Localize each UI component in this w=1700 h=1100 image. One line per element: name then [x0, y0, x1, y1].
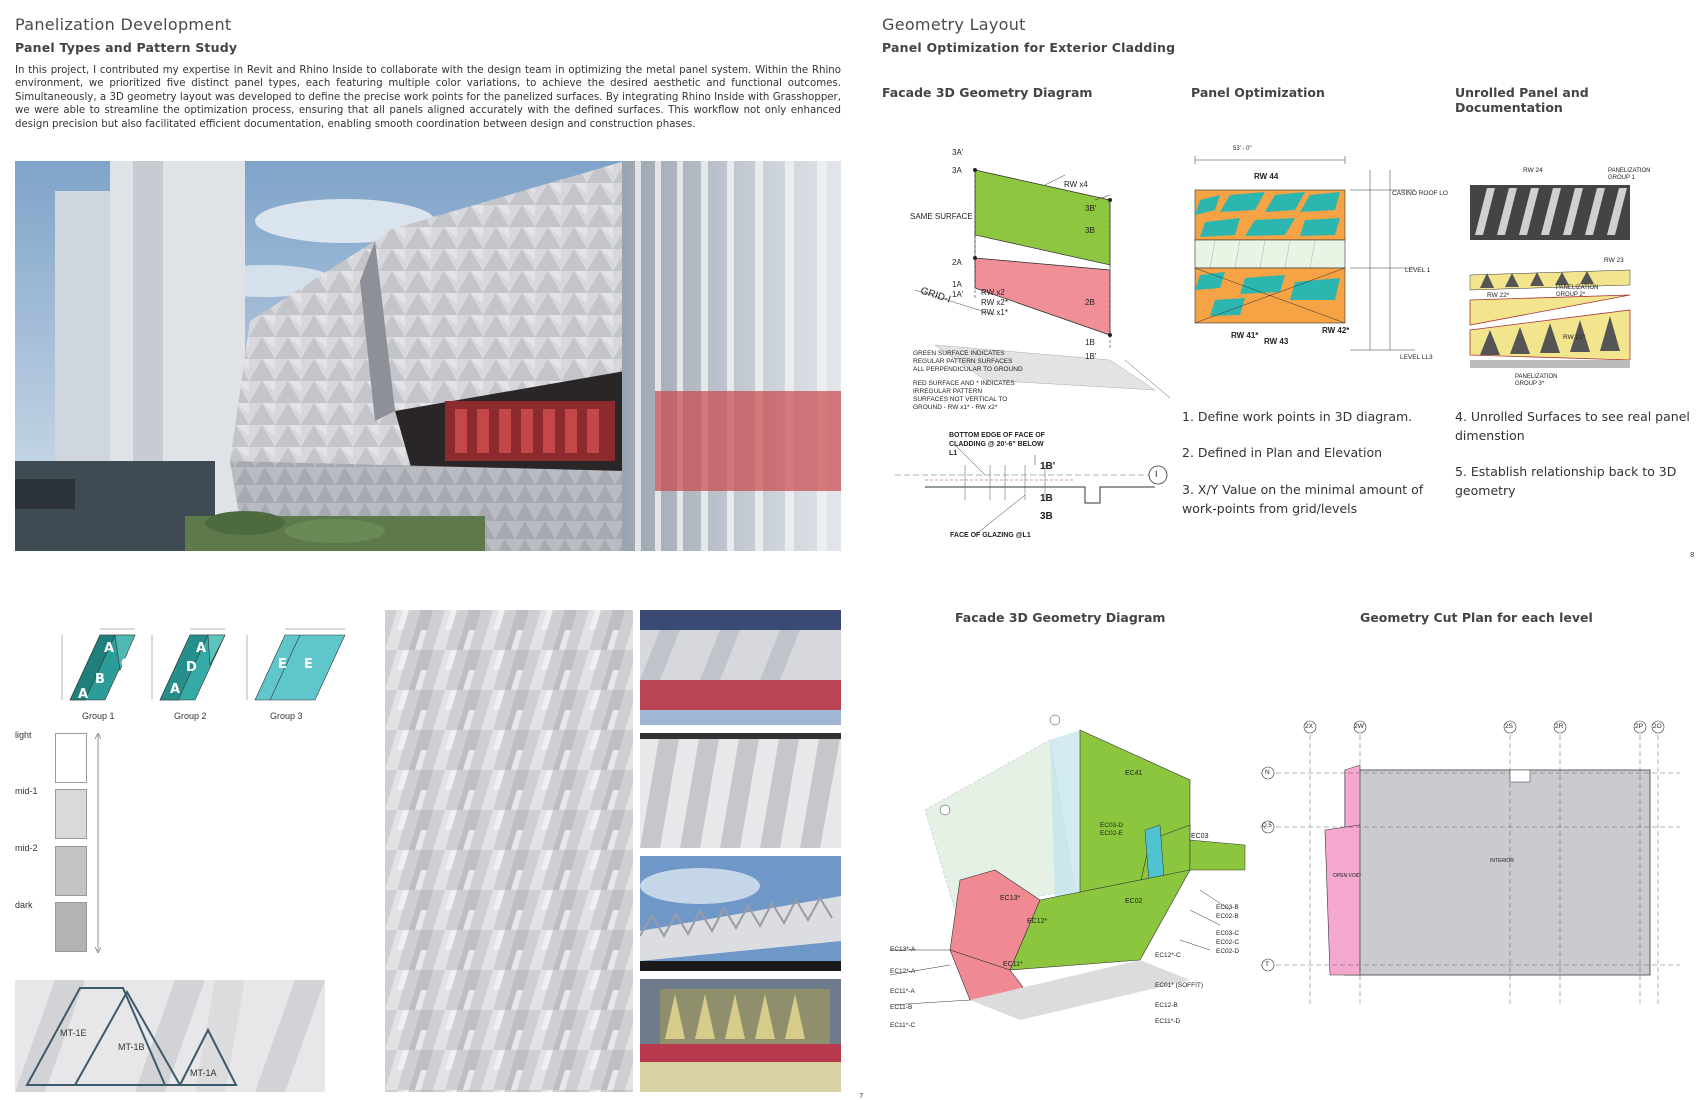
shade-gradient-arrow — [95, 733, 101, 953]
step-3: 3. X/Y Value on the minimal amount of work-points from grid/levels — [1182, 482, 1424, 516]
label-level-1: LEVEL 1 — [1405, 267, 1431, 274]
level-1a: 1A — [952, 280, 962, 289]
ec-13: EC13* — [1000, 895, 1021, 902]
ec-11-d: EC11*-D — [1155, 1018, 1181, 1025]
shade-swatch-light — [55, 733, 87, 783]
mt-1e-label: MT-1E — [60, 1028, 87, 1038]
shade-label-mid-2: mid-2 — [15, 843, 38, 853]
ec-11-c: EC11*-C — [890, 1022, 916, 1029]
group1-letter-a2: A — [78, 687, 89, 702]
label-rw-x2: RW x2 — [981, 288, 1005, 297]
note-red-surface: RED SURFACE AND * INDICATES IRREGULAR PATTERN SURFACES NOT VERTICAL TO GROUND - RW x1* - RW x2* — [913, 380, 1015, 411]
bottom-head-facade-3d: Facade 3D Geometry Diagram — [955, 610, 1166, 625]
label-rw-43: RW 43 — [1264, 337, 1289, 346]
hero-rendering-image — [15, 161, 841, 551]
ec-12: EC12* — [1027, 918, 1048, 925]
bottom-head-cut-plan: Geometry Cut Plan for each level — [1360, 610, 1593, 625]
ec-03-c: EC03-C — [1216, 930, 1240, 937]
step-5: 5. Establish relationship back to 3D geometry — [1455, 464, 1677, 498]
group-1-label: Group 1 — [82, 711, 115, 721]
plan-grid-2r: 2R — [1555, 723, 1564, 730]
group2-letter-e: E — [212, 660, 221, 675]
ec-02-e: EC02-E — [1100, 830, 1123, 837]
plan-interior-label: INTERIOR — [1490, 858, 1514, 864]
group1-letter-c: C — [121, 657, 131, 672]
level-3a-prime: 3A' — [952, 148, 964, 157]
shade-swatch-dark — [55, 902, 87, 952]
shade-label-light: light — [15, 730, 32, 740]
geometry-cut-plan — [1260, 715, 1690, 1025]
label-rw-x1: RW x1* — [981, 308, 1008, 317]
ec-03-d: EC03-D — [1100, 822, 1124, 829]
col-head-panel-optimization: Panel Optimization — [1191, 85, 1325, 100]
ec-01-soffit: EC01* (SOFFIT) — [1155, 982, 1204, 989]
group2-letter-a2: A — [170, 682, 181, 697]
unrolled-panel-documentation — [1465, 160, 1650, 385]
col-head-unrolled-panel: Unrolled Panel and Documentation — [1455, 85, 1589, 115]
plan-row-q5: Q.5 — [1262, 823, 1272, 829]
plan-grid-2s: 2S — [1505, 723, 1513, 730]
group2-letter-a: A — [196, 641, 207, 656]
label-pan-group-1: PANELIZATION GROUP 1 — [1608, 168, 1651, 181]
ec-02-b: EC02-B — [1216, 913, 1239, 920]
ec-13-a: EC13*-A — [890, 946, 916, 953]
pattern-photo-4 — [640, 979, 841, 1092]
right-page-subtitle: Panel Optimization for Exterior Cladding — [882, 40, 1176, 55]
ec-12-a: EC12*-A — [890, 968, 916, 975]
level-2a: 2A — [952, 258, 962, 267]
group1-letter-b: B — [95, 672, 105, 687]
label-rw-21: RW 21* — [1563, 334, 1586, 341]
section-3b: 3B — [1040, 511, 1053, 522]
pattern-photo-1 — [640, 610, 841, 725]
mt-1a-label: MT-1A — [190, 1068, 217, 1078]
group1-letter-a: A — [104, 641, 115, 656]
ec-11-a: EC11*-A — [890, 988, 915, 995]
ec-03: EC03 — [1191, 833, 1209, 840]
right-page-title: Geometry Layout — [882, 15, 1026, 34]
plan-grid-2w: 2W — [1354, 723, 1364, 730]
level-3b-prime: 3B' — [1085, 204, 1097, 213]
label-rw-22: RW 22* — [1487, 292, 1510, 299]
label-face-of-glazing: FACE OF GLAZING @L1 — [950, 532, 1031, 539]
pattern-photo-3 — [640, 856, 841, 971]
label-rw-24: RW 24 — [1523, 167, 1543, 174]
plan-row-t: T — [1265, 961, 1269, 968]
label-pan-group-2: PANELIZATION GROUP 2* — [1556, 285, 1599, 298]
label-rw-41: RW 41* — [1231, 331, 1259, 340]
left-page-title: Panelization Development — [15, 15, 232, 34]
dim-top: 53' - 0" — [1233, 146, 1252, 152]
ec-12-b: EC12-B — [1155, 1002, 1178, 1009]
step-4: 4. Unrolled Surfaces to see real panel dimenstion — [1455, 409, 1690, 443]
pattern-photo-2 — [640, 733, 841, 848]
level-3a: 3A — [952, 166, 962, 175]
plan-open-void-label: OPEN VOID — [1333, 873, 1361, 879]
step-1: 1. Define work points in 3D diagram. — [1182, 409, 1413, 424]
shade-label-mid-1: mid-1 — [15, 786, 38, 796]
left-page-number: 7 — [859, 1092, 864, 1100]
note-green-surface: GREEN SURFACE INDICATES REGULAR PATTERN SURFACES ALL PERPENDICULAR TO GROUND — [913, 350, 1023, 373]
right-page-number: 8 — [1690, 551, 1695, 559]
plan-grid-2o: 2O — [1653, 723, 1662, 730]
col-head-facade-3d: Facade 3D Geometry Diagram — [882, 85, 1093, 100]
section-1b-prime: 1B' — [1040, 461, 1056, 472]
ec-41: EC41 — [1125, 770, 1143, 777]
ec-02: EC02 — [1125, 898, 1143, 905]
group-2-label: Group 2 — [174, 711, 207, 721]
grid-bubble-i: I — [1155, 469, 1158, 479]
plan-grid-2x: 2X — [1305, 723, 1313, 730]
label-rw-x2b: RW x2* — [981, 298, 1008, 307]
ec-11-b: EC11-B — [890, 1004, 913, 1011]
ec-11: EC11* — [1003, 961, 1023, 968]
left-page-subtitle: Panel Types and Pattern Study — [15, 40, 238, 55]
level-2b: 2B — [1085, 298, 1095, 307]
group3-letter-e: E — [278, 657, 287, 672]
group2-letter-d: D — [186, 660, 197, 675]
label-casino-roof: CASINO ROOF LO — [1392, 190, 1448, 197]
level-3b: 3B — [1085, 226, 1095, 235]
label-rw-42: RW 42* — [1322, 326, 1350, 335]
label-rw-x4: RW x4 — [1064, 180, 1088, 189]
level-1b: 1B — [1085, 338, 1095, 347]
group3-letter-e2: E — [304, 657, 313, 672]
label-rw-44: RW 44 — [1254, 172, 1279, 181]
plan-row-n: N — [1265, 769, 1270, 776]
plan-grid-2p: 2P — [1635, 723, 1643, 730]
label-grid-i: GRID-I — [919, 285, 953, 306]
level-1b-prime: 1B' — [1085, 352, 1097, 361]
mt-1b-label: MT-1B — [118, 1042, 145, 1052]
panel-optimization-elevation — [1185, 140, 1450, 365]
ec-02-d: EC02-D — [1216, 948, 1240, 955]
label-rw-23: RW 23 — [1604, 257, 1624, 264]
label-bottom-edge: BOTTOM EDGE OF FACE OF CLADDING @ 20'-6" BELOW L1 — [949, 432, 1045, 457]
group-3-label: Group 3 — [270, 711, 303, 721]
label-same-surface: SAME SURFACE — [910, 212, 973, 221]
section-1b: 1B — [1040, 493, 1053, 504]
label-pan-group-3: PANELIZATION GROUP 3* — [1515, 374, 1558, 387]
label-level-ll3: LEVEL LL3 — [1400, 354, 1433, 361]
ec-02-c: EC02-C — [1216, 939, 1240, 946]
ec-12-c: EC12*-C — [1155, 952, 1181, 959]
level-1a-prime: 1A' — [952, 290, 964, 299]
ec-03-b: EC03-B — [1216, 904, 1239, 911]
shade-swatch-mid-1 — [55, 789, 87, 839]
step-2: 2. Defined in Plan and Elevation — [1182, 445, 1383, 460]
project-description: In this project, I contributed my expertise in Revit and Rhino Inside to collaborate with the design team in optimizing the metal panel system. Within the Rhino environment, we prioritized five distinct panel types, each featuring multiple color variations, to achieve the desired aesthetic and functional outcomes. Simultaneously, a 3D geometry layout was developed to define the precise work points for the panelized surfaces. By integrating Rhino Inside with Grasshopper, we were able to streamline the optimization process, ensuring that all panels aligned accurately with the defined surfaces. This workflow not only enhanced design precision but also facilitated efficient documentation, enabling smooth coordination between design and construction phases. — [15, 65, 841, 130]
shade-swatch-mid-2 — [55, 846, 87, 896]
pattern-study-image — [385, 610, 633, 1092]
shade-label-dark: dark — [15, 900, 33, 910]
